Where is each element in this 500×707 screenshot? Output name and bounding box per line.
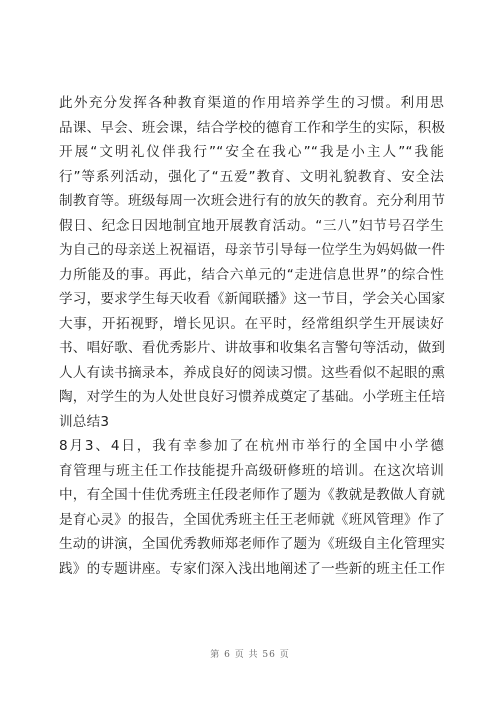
text-line: 书、唱好歌、看优秀影片、讲故事和收集名言警句等活动，做到 xyxy=(59,340,446,356)
text-line: 开展“文明礼仪伴我行”“安全在我心”“我是小主人”“我能 xyxy=(59,144,444,160)
text-line: 8月3、4日，我有幸参加了在杭州市举行的全国中小学德 xyxy=(59,438,444,454)
text-line: 假日、纪念日因地制宜地开展教育活动。“三八”妇节号召学生 xyxy=(59,217,444,234)
text-line: 制教育等。班级每周一次班会进行有的放矢的教育。充分利用节 xyxy=(59,193,446,209)
text-line: 学习，要求学生每天收看《新闻联播》这一节目，学会关心国家 xyxy=(59,291,446,307)
text-line: 践》的专题讲座。专家们深入浅出地阐述了一些新的班主任工作 xyxy=(59,560,446,577)
text-line: 生动的讲演，全国优秀教师郑老师作了题为《班级自主化管理实 xyxy=(59,536,446,552)
text-line: 中，有全国十佳优秀班主任段老师作了题为《教就是教做人育就 xyxy=(59,487,446,503)
page-number-footer: 第 6 页 共 56 页 xyxy=(210,650,290,660)
text-line: 是育心灵》的报告，全国优秀班主任王老师就《班风管理》作了 xyxy=(59,511,446,528)
text-line: 人人有读书摘录本，养成良好的阅读习惯。这些看似不起眼的熏 xyxy=(59,364,446,381)
text-line: 为自己的母亲送上祝福语，母亲节引导每一位学生为妈妈做一件 xyxy=(59,242,446,258)
text-line: 品课、早会、班会课，结合学校的德育工作和学生的实际，积极 xyxy=(59,119,446,136)
text-line: 此外充分发挥各种教育渠道的作用培养学生的习惯。利用思 xyxy=(59,95,444,111)
text-line: 大事，开拓视野，增长见识。在平时，经常组织学生开展读好 xyxy=(59,315,444,332)
text-line: 陶，对学生的为人处世良好习惯养成奠定了基础。小学班主任培 xyxy=(59,389,446,405)
text-line: 行”等系列活动，强化了“五爱”教育、文明礼貌教育、安全法 xyxy=(59,168,444,185)
text-line: 力所能及的事。再此，结合六单元的“走进信息世界”的综合性 xyxy=(59,266,444,283)
text-line: 育管理与班主任工作技能提升高级研修班的培训。在这次培训 xyxy=(59,462,444,479)
section-heading-line: 训总结3 xyxy=(59,413,110,430)
body-text xyxy=(59,91,444,581)
